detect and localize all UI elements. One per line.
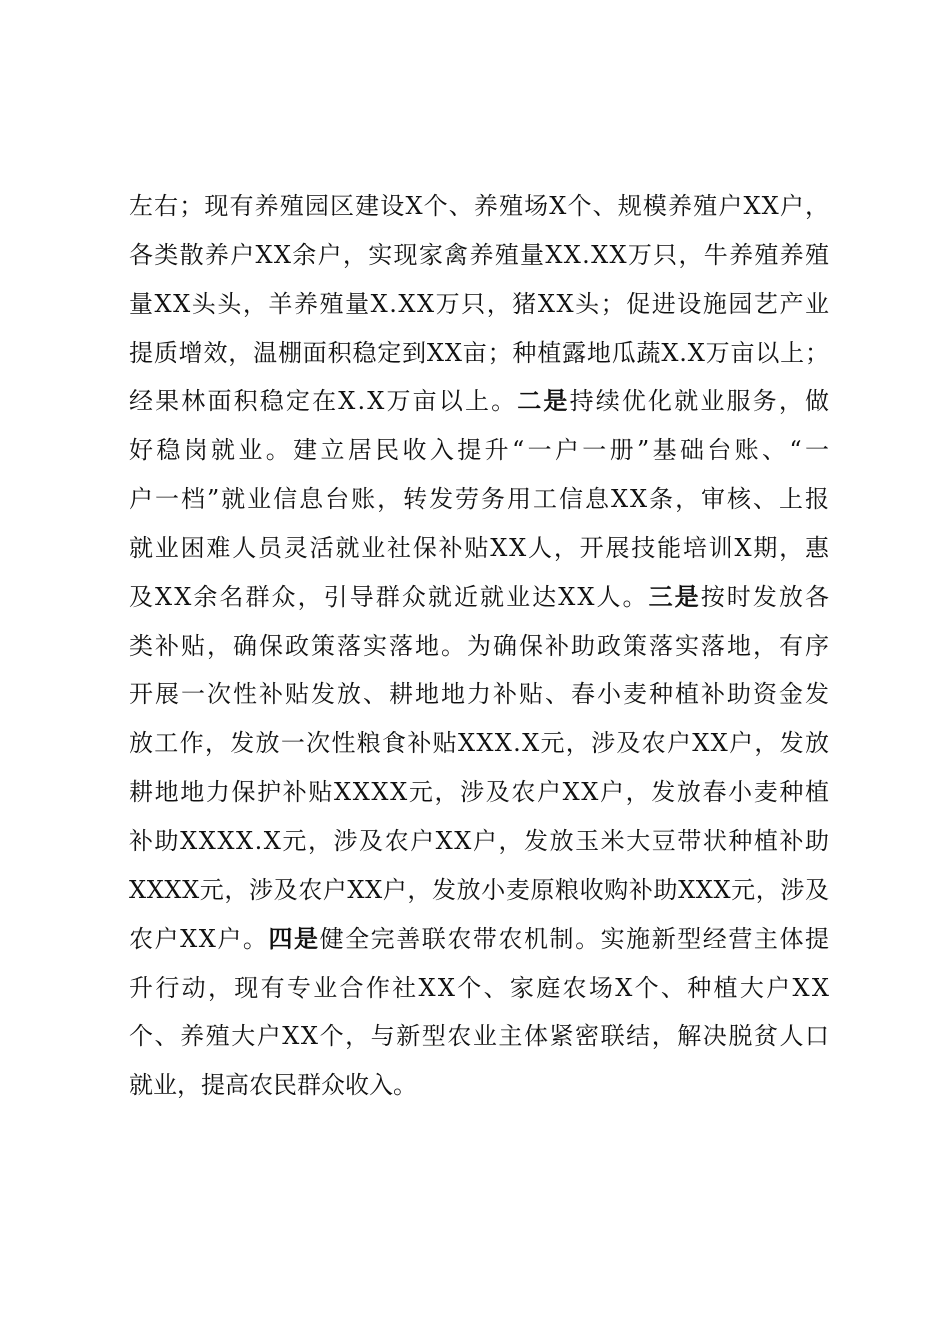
- text-run: 户一档”就业信息台账，转发劳务用工信息XX条，审核、上报: [129, 485, 831, 514]
- text-run: 放工作，发放一次性粮食补贴XXX.X元，涉及农户XX户，发放: [129, 729, 831, 758]
- text-line: [129, 817, 829, 866]
- text-line: [129, 719, 829, 768]
- text-line: [129, 377, 832, 426]
- text-run: 就业，提高农民群众收入。: [129, 1071, 417, 1100]
- text-line: [129, 329, 829, 378]
- text-run: 经果林面积稳定在X.X万亩以上。: [129, 387, 518, 416]
- text-line: [129, 768, 829, 817]
- text-line: [129, 622, 829, 671]
- text-run: 健全完善联农带农机制。实施新型经营主体提: [319, 924, 831, 953]
- text-run: 就业困难人员灵活就业社保补贴XX人，开展技能培训X期，惠: [129, 533, 831, 562]
- text-run: 量XX头头，羊养殖量X.XX万只，猪XX头；促进设施园艺产业: [129, 289, 831, 318]
- text-line: [129, 280, 829, 329]
- text-line: [129, 1061, 829, 1110]
- text-run: 提质增效，温棚面积稳定到XX亩；种植露地瓜蔬X.X万亩以上；: [129, 338, 830, 367]
- text-run: 各类散养户XX余户，实现家禽养殖量XX.XX万只，牛养殖养殖: [129, 240, 831, 269]
- text-run: 类补贴，确保政策落实落地。为确保补助政策落实落地，有序: [129, 631, 831, 660]
- text-run: 升行动，现有专业合作社XX个、家庭农场X个、种植大户XX: [129, 973, 832, 1002]
- text-run: 开展一次性补贴发放、耕地地力补贴、春小麦种植补助资金发: [129, 680, 831, 709]
- text-run: 按时发放各: [700, 582, 832, 611]
- text-line: [129, 475, 829, 524]
- text-run: 农户XX户。: [129, 924, 269, 953]
- bold-lead-phrase: 二是: [517, 386, 570, 416]
- text-line: [129, 1012, 829, 1061]
- text-line: [129, 670, 829, 719]
- text-line: [129, 915, 829, 964]
- text-run: XXXX元，涉及农户XX户，发放小麦原粮收购补助XXX元，涉及: [129, 875, 830, 904]
- text-run: 持续优化就业服务，做: [569, 387, 832, 416]
- text-run: 耕地地力保护补贴XXXX元，涉及农户XX户，发放春小麦种植: [129, 778, 831, 807]
- text-run: 及XX余名群众，引导群众就近就业达XX人。: [129, 582, 649, 611]
- text-run: 左右；现有养殖园区建设X个、养殖场X个、规模养殖户XX户，: [129, 192, 831, 220]
- text-line: [129, 182, 829, 231]
- text-line: [129, 866, 829, 915]
- text-line: [129, 231, 829, 280]
- body-paragraph: [129, 182, 833, 1110]
- bold-lead-phrase: 三是: [648, 581, 701, 611]
- text-run: 好稳岗就业。建立居民收入提升“一户一册”基础台账、“一: [129, 436, 833, 465]
- text-line: [129, 524, 829, 573]
- text-line: [129, 964, 832, 1013]
- bold-lead-phrase: 四是: [268, 923, 320, 953]
- text-line: [129, 426, 833, 475]
- text-run: 个、养殖大户XX个，与新型农业主体紧密联结，解决脱贫人口: [129, 1022, 831, 1051]
- text-line: [129, 573, 832, 622]
- text-run: 补助XXXX.X元，涉及农户XX户，发放玉米大豆带状种植补助: [129, 826, 831, 855]
